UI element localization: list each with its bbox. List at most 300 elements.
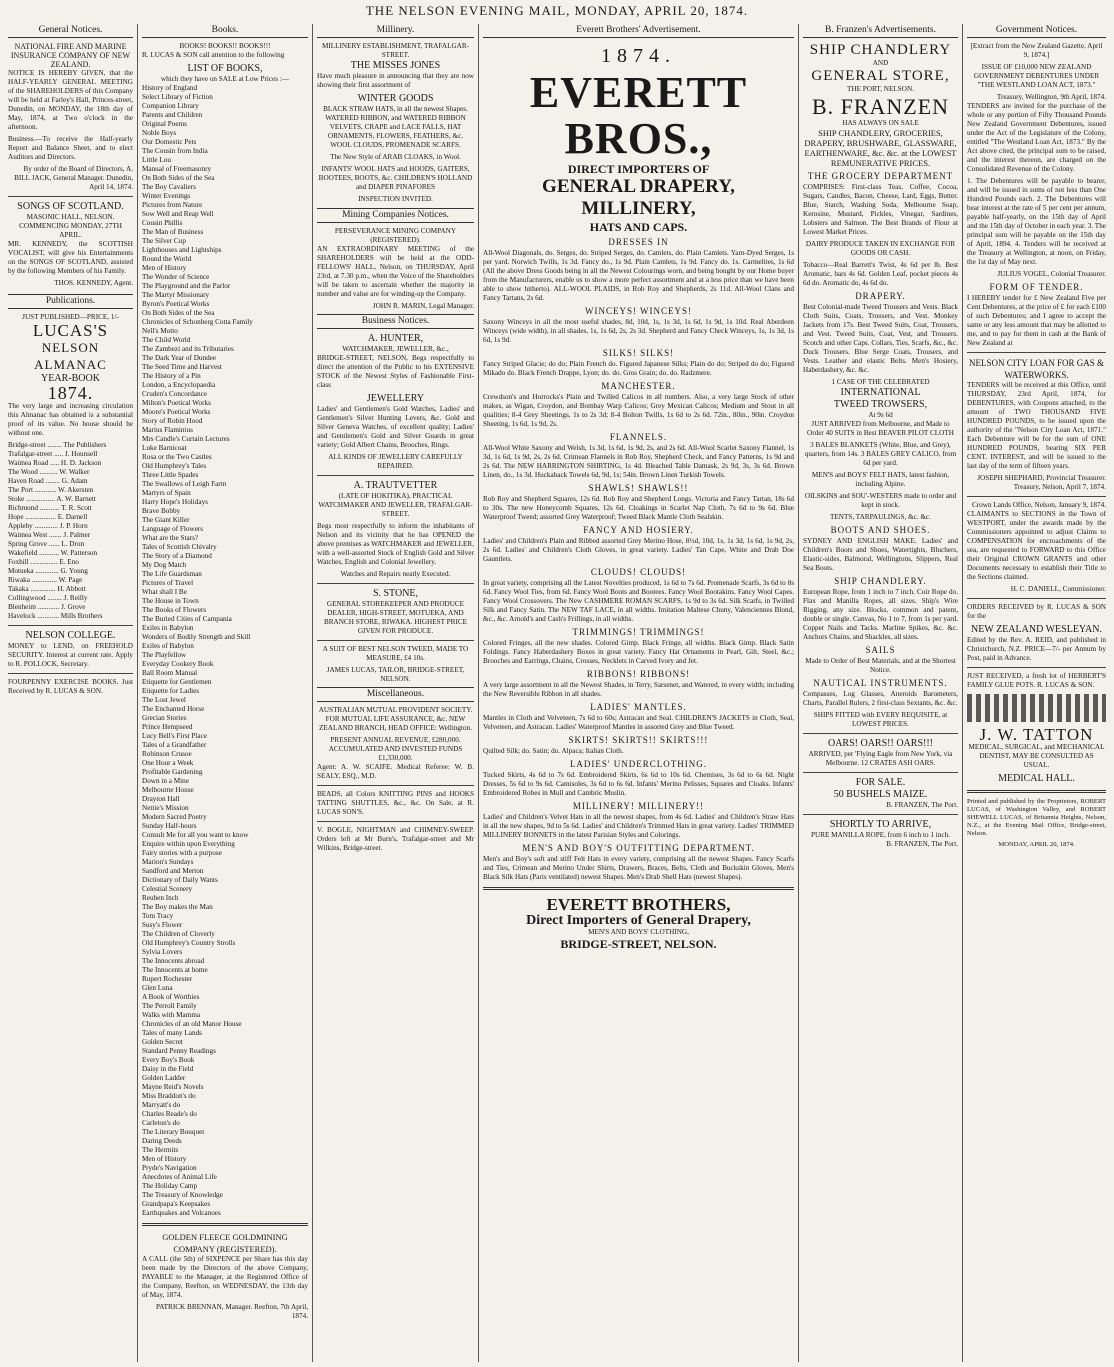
list-item: Foxhill ............... E. Eno (8, 558, 79, 566)
column-books (137, 24, 312, 1362)
everett-sections (483, 238, 794, 882)
list-item: The Lost Jewel (142, 696, 186, 704)
list-item: The Enchanted Horse (142, 705, 205, 713)
section-title: MANCHESTER. (601, 381, 676, 391)
list-item: Mayne Reid's Novels (142, 1083, 204, 1091)
list-item: Nell's Motto (142, 327, 178, 335)
list-item: Cruden's Concordance (142, 390, 207, 398)
list-item: Exiles in Babylon (142, 624, 194, 632)
list-item: Enquire within upon Everything (142, 840, 235, 848)
sails-title: SAILS (865, 645, 896, 655)
list-item: The House in Town (142, 597, 199, 605)
list-item: Winter Evenings (142, 192, 191, 200)
stone-body: GENERAL STOREKEEPER AND PRODUCE DEALER, HIGH-STREET, MOTUEKA, AND BRANCH STORE, RIWAKA. HIGHEST PRICE GIVEN FOR PRODUCE. (323, 600, 468, 635)
debentures-issue: ISSUE OF £10,000 NEW ZEALAND GOVERNMENT DEBENTURES UNDER "THE WESTLAND LOAN ACT, 1873." (973, 63, 1100, 89)
list-item: Anecdotes of Animal Life (142, 1173, 217, 1181)
perseverance-title: PERSEVERANCE MINING COMPANY (REGISTERED). (334, 227, 457, 244)
sale-title: FOR SALE. (855, 777, 906, 788)
list-item: Cousin Phillis (142, 219, 183, 227)
suit-offer: A SUIT OF BEST NELSON TWEED, MADE TO MEASURE, £4 10s. (322, 645, 469, 662)
pub-price: JUST PUBLISHED—PRICE, 1/- (22, 313, 119, 321)
wesleyan-title: NEW ZEALAND WESLEYAN. (970, 624, 1102, 635)
list-item: Charles Reade's do (142, 1110, 197, 1118)
list-item: The Seed Time and Harvest (142, 363, 222, 371)
column-heading: General Notices. (8, 24, 133, 38)
section-title: RIBBONS! RIBBONS! (586, 669, 691, 679)
gazette-extract: [Extract from the New Zealand Gazette, April 9, 1874.] (970, 42, 1103, 59)
list-item: Byron's Poetical Works (142, 300, 210, 308)
imprint: Printed and published by the Proprietors, ROBERT LUCAS, of Washington Valley, and ROBERT SHEWELL LUCAS, of Britannia Heights, Nelson, N.Z., at the Evening Mail Office, Bridge-street, Nelson. (967, 798, 1106, 837)
college-title: NELSON COLLEGE. (25, 630, 116, 641)
list-item: Nettie's Mission (142, 804, 189, 812)
footer-brand: EVERETT BROTHERS, (546, 895, 731, 914)
section-title: DRESSES IN (608, 237, 669, 247)
list-item: Old Humphrey's Tales (142, 462, 207, 470)
section-title: MEN'S AND BOY'S OUTFITTING DEPARTMENT. (522, 843, 755, 853)
songs-signature: THOS. KENNEDY, Agent. (54, 279, 133, 287)
list-item: Chronicles of an old Manor House (142, 1020, 242, 1028)
hunter-repair: ALL KINDS OF JEWELLERY CAREFULLY REPAIRED. (328, 453, 463, 470)
list-item: Three Little Spades (142, 471, 199, 479)
exercise-notice: FOURPENNY EXERCISE BOOKS. Just Received by R. LUCAS & SON. (8, 678, 133, 695)
book-list (142, 84, 308, 1218)
notice-signature: By order of the Board of Directors, A. BILL JACK, General Manager. Dunedin, April 14, 1874. (14, 165, 133, 191)
port-address: THE PORT, NELSON. (847, 85, 914, 93)
franzen-name: B. FRANZEN (811, 94, 950, 119)
list-item: Grandpapa's Keepsakes (142, 1200, 211, 1208)
inspection: INSPECTION INVITED. (358, 195, 433, 203)
list-item: On Both Sides of the Sea (142, 174, 215, 182)
list-item: Chronicles of Schonberg Cotta Family (142, 318, 253, 326)
list-item: Fairy stories with a purpose (142, 849, 222, 857)
column-general-notices (4, 24, 137, 1362)
list-item: Rupert Rochester (142, 975, 193, 983)
list-item: Walks with Mamma (142, 1011, 201, 1019)
list-item: Standard Penny Readings (142, 1047, 216, 1055)
case-line: 1 CASE OF THE CELEBRATED (831, 378, 930, 386)
hunter-body: BRIDGE-STREET, NELSON, Begs respectfully to direct the attention of the Public to his EXTENSIVE STOCK of the Newest Styles of Fashionable First-class (317, 354, 474, 389)
publications-heading: Publications. (8, 294, 133, 309)
lucas-tailor: JAMES LUCAS, TAILOR, BRIDGE-STREET, NELSON. (326, 666, 465, 683)
list-item: Modern Sacred Poetry (142, 813, 207, 821)
list-item: Men of History (142, 264, 187, 272)
tenders-body: TENDERS are invited for the purchase of the whole or any portion of Fifty Thousand Pounds New Zealand Government Debentures, issued under the Act of the Legislature of the Colony, entitled "The Westland Loan Act, 1873." By the Act above cited, the principal sum to be raised, and the interest thereon, are charged on the Consolidated Revenue of the Colony. (967, 102, 1106, 173)
everett-sub1: DIRECT IMPORTERS OF (567, 162, 710, 176)
everett-year: 1874. (601, 45, 676, 67)
tweed-trowsers: TWEED TROWSERS, (833, 399, 928, 410)
list-item: The Treasury of Knowledge (142, 1191, 223, 1199)
list-item: The Zambezi and its Tributaries (142, 345, 234, 353)
section-body: Mantles in Cloth and Velveteen, 7s 6d to 60s; Astracan and Seal. CHILDREN'S JACKETS in Cloth, Seal, Velveteen, and Astracan. Ladies' Waterproof Mantles in assorted Grey and Blue Tweed. (483, 714, 794, 731)
list-item: Tales of many Lands (142, 1029, 202, 1037)
list-item: Wakefield ........... W. Patterson (8, 549, 98, 557)
list-item: Martyrs of Spain (142, 489, 191, 497)
list-item: Lighthouses and Lightships (142, 246, 222, 254)
list-item: The Silver Cup (142, 237, 186, 245)
grocery-title: THE GROCERY DEPARTMENT (807, 171, 954, 181)
oars-title: OARS! OARS!! OARS!!! (827, 738, 933, 749)
list-item: The Literary Bouquet (142, 1128, 205, 1136)
tatton-body: MEDICAL, SURGICAL, and MECHANICAL DENTIST, MAY BE CONSULTED AS USUAL. (968, 743, 1105, 769)
wesleyan-body: Edited by the Rev. A. REID, and published in Christchurch, N.Z. PRICE—7/- per Annum by Post, paid in Advance. (967, 636, 1106, 662)
bogle-notice: V. BOGLE, NIGHTMAN and CHIMNEY-SWEEP. Orders left at Mr Burn's, Trafalgar-street and Mr Wilkins, Bridge-street. (317, 826, 474, 852)
section-body: Saxony Winceys in all the most useful shades, 8d, 10d, 1s, 1s 3d, 1s 6d, 1s 9d, 1s 10d. Real Aberdeen Winceys (wide width), in all shades, 1s, 1s 6d, 2s, 2s 3d. Shepherd and Fancy Check Winceys, 1s, 1s 3d, 1s 6d, 1s 9d. (483, 318, 794, 344)
list-item: Havelock ............ Mills Brothers (8, 612, 103, 620)
list-item: Sylvia Lovers (142, 948, 183, 956)
list-item: My Dog Match (142, 561, 187, 569)
grocery-body: COMPRISES: First-class Teas, Coffee, Cocoa, Sugars, Candles, Bacon, Cheese, Lard, Eggs, Butter. Blue, Starch, Washing Soda, Melbourne Soap, Kerosine, Mustard, Pickles, Vinegar, Sardines, Lobsters and Salmon. The Best Brands of Flour at Lowest Market Prices. (803, 183, 958, 236)
section-title: SILKS! SILKS! (602, 348, 675, 358)
list-item: Spring Grove ...... L. Dron (8, 540, 85, 548)
section-title: WINCEYS! WINCEYS! (584, 306, 693, 316)
list-item: Down in a Mine (142, 777, 189, 785)
list-item: The Holiday Camp (142, 1182, 198, 1190)
ship2-title: SHIP CHANDLERY. (834, 576, 927, 586)
almanac-title: NELSON ALMANAC (34, 340, 107, 372)
list-item: Rosa or the Two Castles (142, 453, 212, 461)
list-item: The Man of Business (142, 228, 204, 236)
ship2-body: European Rope, from 1 inch to 7 inch. Coir Rope do. Flax and Manilla Ropes, all sizes. Ship's Wire Rigging, any size. Blocks, common and patent, double or single. Canvas, No 1 to 7, from 1s per yard. Copper Nails and Tacks. Marline Spikes, &c. &c. Anchors Chains, and Shackles, all sizes. (803, 588, 958, 641)
drapery-body: Best Colonial-made Tweed Trousers and Vests. Black Cloth Suits, Coats, Trousers, and Vest. Monkey Jackets from 17s. Best Tweed Suits, Coat, Trousers, and Vest. Tweed Suits, Coat, Vest, and Trousers. Scotch and other Caps. Collars, Ties, Scarfs, &c., &c. Duck Trousers. Blue Serge Coats, Trousers, and Vests. Leather and elastic Belts. Men's Hosiery, Haberdashery, &c. &c. (803, 303, 958, 374)
trautvetter-title: A. TRAUTVETTER (353, 480, 438, 491)
everett-brand: EVERETT BROS., (529, 68, 748, 163)
list-item: The Playground and the Parlor (142, 282, 231, 290)
jones-title: THE MISSES JONES (350, 60, 441, 71)
almanac-body: The very large and increasing circulation this Almanac has obtained is a substantial proof of its value. No house should be without one. (8, 402, 133, 437)
list-item: Carleton's do (142, 1119, 180, 1127)
list-item: Story of Robin Hood (142, 417, 203, 425)
list-item: Milton's Poetical Works (142, 399, 211, 407)
list-item: Little Lou (142, 156, 171, 164)
list-item: Profitable Gardening (142, 768, 203, 776)
list-item: Haven Road ........ G. Adam (8, 477, 88, 485)
list-item: Marion's Sundays (142, 858, 194, 866)
section-body: All-Wool Diagonals, do. Serges, do. Striped Serges, do. Camlets, do. Plain Camlets. Yarn-Dyed Serges, 1s per yard. Norwich Twills, 1s 3d. Fancy do., 1s 9d. Plain Camlets, 1s 9d. Fancy do. 1s. Carmelites, 1s 6d (All the above Dress Goods being in all the Newest Colourings worn, and being bought by our Home buyer from the Manufacturers, enable us to show a more perfect assortment and at a less price than we have been able to show hitherto). ALL-WOOL PLAIDS, in Rob Roy and Shepherds, 2s 11d. All-Wool Clans and Fancy Tartans, 2s 6d. (483, 249, 794, 302)
daniell-sig: H. C. DANIELL, Commissioner. (1010, 585, 1106, 593)
everett-sub3: HATS AND CAPS. (589, 220, 688, 234)
newspaper-page (4, 24, 1110, 1362)
songs-date: COMMENCING MONDAY, 27TH APRIL. (19, 222, 122, 239)
list-item: Moore's Poetical Works (142, 408, 211, 416)
books-intro: BOOKS! BOOKS!! BOOKS!!! (179, 42, 271, 50)
list-item: The Port ............ W. Akersten (8, 486, 94, 494)
list-item: Old Humphrey's Country Strolls (142, 939, 236, 947)
section-body: Ladies' and Children's Velvet Hats in all the newest shapes, from 4s 6d. Ladies' and Children's Straw Hats in all the new shapes, 9d to 5s 6d. Ladies' and Children's Trimmed Hats in great variety. Ladies' TRIMMED MILLINERY BONNETS in the latest Parisian Styles and Colorings. (483, 813, 794, 839)
list-item: Daisy in the Field (142, 1065, 194, 1073)
mining-heading: Mining Companies Notices. (317, 208, 474, 223)
drapery-title: DRAPERY. (855, 291, 906, 301)
list-item: The Books of Flowers (142, 606, 207, 614)
list-item: What shall I Be (142, 588, 187, 596)
list-item: The Innocents abroad (142, 957, 205, 965)
list-item: Sandford and Merton (142, 867, 204, 875)
section-body: Quilted Silk; do. Satin; do. Alpaca; Italian Cloth. (483, 747, 624, 755)
list-item: Waimea Road ..... H. D. Jackson (8, 459, 102, 467)
list-item: Brave Bobby (142, 507, 181, 515)
treasury-date: Treasury, Wellington, 9th April, 1874. (996, 93, 1106, 101)
footer-address: BRIDGE-STREET, NELSON. (560, 937, 717, 951)
rope: PURE MANILLA ROPE, from 6 inch to 1 inch. (811, 831, 950, 839)
oilskins: OILSKINS and SOU'-WESTERS made to order and kept in stock. (804, 492, 957, 509)
amp-title: AUSTRALIAN MUTUAL PROVIDENT SOCIETY. (318, 706, 473, 714)
college-body: MONEY to LEND, on FREEHOLD SECURITY. Interest at current rate. Apply to R. POLLOCK, Secretary. (8, 642, 133, 668)
sails-body: Made to Order of Best Materials, and at the Shortest Notice. (805, 657, 956, 674)
received: JUST ARRIVED from Melbourne, and Made to Order 40 SUITS in Best BEAVER PILOT CLOTH (807, 420, 954, 437)
shephard-sig: JOSEPH SHEPHARD, Provincial Treasurer. Treasury, Nelson, April 7, 1874. (977, 474, 1106, 491)
list-item: The Innocents at home (142, 966, 208, 974)
list-item: The History of a Pin (142, 372, 201, 380)
list-item: The Playfellow (142, 651, 187, 659)
tobacco: Tobacco—Real Barrett's Twist, 4s 6d per lb. Best Aromatic, bars 4s 6d. Golden Leaf, pocket pieces 4s 6d do. Aromatic do, 4s 6d do. (803, 261, 958, 287)
tents: TENTS, TARPAULINGS, &c. &c. (829, 513, 932, 521)
list-item: Miss Braddon's do (142, 1092, 196, 1100)
section-title: SKIRTS! SKIRTS!! SKIRTS!!! (568, 735, 709, 745)
list-item: Bridge-street ........ The Publishers (8, 441, 107, 449)
column-heading: Millinery. (317, 24, 474, 38)
list-item: The Swallows of Leigh Farm (142, 480, 227, 488)
misc-heading: Miscellaneous. (317, 687, 474, 702)
loan-title: NELSON CITY LOAN FOR GAS & WATERWORKS. (969, 358, 1104, 380)
list-item: Melbourne House (142, 786, 194, 794)
list-item: Everyday Cookery Book (142, 660, 214, 668)
column-heading: Government Notices. (967, 24, 1106, 38)
section-title: FANCY AND HOSIERY. (583, 525, 694, 535)
list-item: Golden Ladder (142, 1074, 186, 1082)
section-body: Ladies' and Children's Plain and Ribbed assorted Grey Merino Hose, 8½d, 10d, 1s, 1s 3d, 1s 6d, 1s 9d, 2s, 2s 6d. Ladies' and Children's Cloth Gloves, in great variety. Ladies' Tan Cape, White and Drab Doe Gauntlets. (483, 537, 794, 563)
section-title: FLANNELS. (609, 432, 668, 442)
list-item: The Perroll Family (142, 1002, 197, 1010)
imprint-date: MONDAY, APRIL 20, 1874. (998, 841, 1075, 848)
list-item: Celestial Scenery (142, 885, 193, 893)
list-item: The Hermits (142, 1146, 179, 1154)
column-government (962, 24, 1110, 1362)
tweed-price: At 9s 6d (868, 411, 893, 419)
list-item: Sunday Half-hours (142, 822, 197, 830)
yearbook-title: YEAR-BOOK (41, 373, 100, 384)
list-item: Blenheim ............ J. Grove (8, 603, 86, 611)
section-title: CLOUDS! CLOUDS! (590, 567, 687, 577)
section-body: Fancy Striped Glacie; do do; Plain French do. Figured Japanese Silks; Plain do do; Striped do do; Figured Mikado do. Black French Drappe, Lyon; do. do. Gros Grain; do. do. Radzmere. (483, 360, 794, 377)
winter-goods: WINTER GOODS (357, 93, 434, 104)
notice-title: NATIONAL FIRE AND MARINE INSURANCE COMPANY OF NEW ZEALAND. (10, 42, 131, 69)
list-item: Stoke ................ A. W. Barnett (8, 495, 96, 503)
section-body: Colored Fringes, all the new shades. Colored Gimp. Black Fringe, all widths. Black Gimp. Black Satin Foldings. Fancy Haberdashery Boxes in great variety. Fancy Hat Ornaments in Pearl, Gilt, Steel, &c.; Brooches and Earrings, Chains, Crosses, Necklets in Carved Ivory and Jet. (483, 639, 794, 665)
dairy-notice: DAIRY PRODUCE TAKEN IN EXCHANGE FOR GOODS OR CASH. (805, 240, 956, 257)
arab-cloaks: The New Style of ARAB CLOAKS, in Wool. (330, 153, 461, 161)
list-item: Appleby ............. J. P. Horn (8, 522, 88, 530)
form-body: I HEREBY tender for £ New Zealand Five per Cent Debentures, at the price of £ for each £100 of such Debentures; and I agree to accept the same or any less amount that may be allotted to me, and to pay for them in cash at the Bank of New Zealand at (967, 294, 1106, 347)
list-item: Etiquette for Gentlemen (142, 678, 212, 686)
list-item: Grecian Stories (142, 714, 187, 722)
list-item: The Boy Cavaliers (142, 183, 196, 191)
stone-title: S. STONE, (372, 588, 419, 599)
songs-body: MR. KENNEDY, the SCOTTISH VOCALIST, will give his Entertainments on the SONGS OF SCOTLAND, assisted by the following Members of his Family. (8, 240, 133, 275)
list-item: The Buried Cities of Campania (142, 615, 232, 623)
list-item: Wonders of Bodily Strength and Skill (142, 633, 251, 641)
amp-income: PRESENT ANNUAL REVENUE, £280,000. (330, 736, 461, 744)
teeth-illustration (967, 694, 1106, 722)
trautvetter-body: Begs most respectfully to inform the inhabitants of Nelson and its vicinity that he has OPENED the above premises as WATCHMAKER and JEWELLER, with a well-assorted Stock of English Gold and Silver Watches, English and Colonial Jewellery. (317, 522, 474, 566)
hunter-trade: WATCHMAKER, JEWELLER, &c., (342, 345, 449, 353)
perseverance-body: AN EXTRAORDINARY MEETING of the SHAREHOLDERS will be held at the ODD-FELLOWS' HALL, Nelson, on THURSDAY, April 23rd, at 7.30 p.m., when the Voice of the Shareholders will be taken to ascertain whether the majority in number and value are for winding-up the Company. (317, 245, 474, 298)
claimants-body: CLAIMANTS to SECTIONS in the Town of WESTPORT, under the awards made by the Commissioners appointed to adjust Claims to COMPENSATION for encroachments of the sea, are requested to FORWARD to this Office their Original CROWN GRANTS and other Documents necessary to establish their Title to the Sections claimed. (967, 510, 1106, 581)
ships-fitted: SHIPS FITTED with EVERY REQUISITE, at LOWEST PRICES. (813, 711, 948, 728)
tenders-conditions: 1. The Debentures will be payable to bearer, and will be issued in sums of not less than One Hundred Pounds each. 2. The Debentures will bear interest at the rate of 5 per cent per annum, payable half-yearly, on the 15th day of April and the 15th day of October in each year. 3. The principal sum will be payable on the 15th day of April, 1894. 4. Tenders will be received at the Treasury at Wellington, at noon, on Friday, the 1st day of May next. (967, 177, 1106, 266)
list-item: What are the Stars? (142, 534, 199, 542)
list-item: Tom Tracy (142, 912, 174, 920)
list-item: Companion Library (142, 102, 199, 110)
list-item: Pictures from Nature (142, 201, 203, 209)
list-item: The Children of Cloverly (142, 930, 215, 938)
maize: 50 BUSHELS MAIZE. (833, 789, 928, 800)
list-item: A Book of Worthies (142, 993, 200, 1001)
amp-body: FOR MUTUAL LIFE ASSURANCE, &c. NEW ZEALAND BRANCH, HEAD OFFICE: Wellington. (318, 715, 473, 732)
business-heading: Business Notices. (317, 314, 474, 329)
column-heading: Books. (142, 24, 308, 38)
tatton-name: J. W. TATTON (979, 725, 1094, 744)
list-item: Language of Flowers (142, 525, 204, 533)
medical-hall: MEDICAL HALL. (998, 773, 1075, 784)
list-item: Select Library of Fiction (142, 93, 213, 101)
hats: MEN'S and BOYS' FELT HATS, latest fashion, including Alpine. (811, 471, 950, 488)
and-word: AND (872, 59, 889, 67)
list-item: The Cousin from India (142, 147, 208, 155)
beads-notice: BEADS, all Colors KNITTING PINS and HOOKS TATTING SHUTTLES, &c., &c. On Sale, at R. LUCAS SON'S. (317, 790, 474, 816)
list-item: Men of History (142, 1155, 187, 1163)
lucas-line: R. LUCAS & SON call attention to the following (142, 51, 285, 59)
boots-title: BOOTS AND SHOES. (830, 525, 931, 535)
column-heading: Everett Brothers' Advertisement. (483, 24, 794, 38)
crown-lands: Crown Lands Office, Nelson, January 9, 1874. (971, 501, 1106, 509)
list-item: Riwaka .............. W. Page (8, 576, 83, 584)
list-item: Golden Secret (142, 1038, 183, 1046)
list-item: Original Poems (142, 120, 187, 128)
list-item: Drayton Hall (142, 795, 180, 803)
songs-title: SONGS OF SCOTLAND. (17, 201, 124, 212)
international: INTERNATIONAL (840, 387, 921, 398)
list-title: LIST OF BOOKS, (187, 63, 263, 74)
notice-body: NOTICE IS HEREBY GIVEN, that the HALF-YEARLY GENERAL MEETING of the SHAREHOLDERS of this Company will be held at Farley's Hall, Princes-street, Dunedin, on MONDAY, the 18th day of May, 1874, at Two o'clock in the afternoon. (8, 69, 133, 131)
form-title: FORM OF TENDER. (989, 282, 1084, 292)
shortly-title: SHORTLY TO ARRIVE, (829, 819, 932, 830)
songs-venue: MASONIC HALL, NELSON. (26, 213, 115, 221)
jewellery: JEWELLERY (366, 393, 425, 404)
column-franzen (798, 24, 962, 1362)
section-title: MILLINERY! MILLINERY!! (572, 801, 705, 811)
lucas-title: LUCAS'S (32, 321, 109, 340)
list-item: The Boy makes the Man (142, 903, 213, 911)
ship-chandlery: SHIP CHANDLERY (809, 42, 952, 58)
vogel-sig: JULIUS VOGEL, Colonial Treasurer. (997, 270, 1106, 278)
list-item: Etiquette for Ladies (142, 687, 200, 695)
everett-sub2: GENERAL DRAPERY, MILLINERY, (542, 176, 735, 219)
jones-body: Have much pleasure in announcing that they are now showing their first assortment of (317, 72, 474, 89)
list-item: Hope ................. E. Darnell (8, 513, 88, 521)
list-item: Dictionary of Daily Wants (142, 876, 218, 884)
list-item: Sow Well and Reap Well (142, 210, 214, 218)
section-body: Men's and Boy's soft and stiff Felt Hats in every variety, comprising all the newest Shapes. Fancy Scarfs and Ties, Crimean and Merino Under Shirts, Drawers, Braces, Belts, Cloth and Buckskin Gloves, Men's Black Silk Hats (Paris ventilated) newest Shapes. Men's Drab Shell Hats (newest Shapes). (483, 855, 794, 881)
section-body: In great variety, comprising all the Latest Novelties produced, 1s 6d to 7s 6d. Promenade Scarfs, 3s 6d to 8s 6d. Fancy Wool Ties, from 6d. Fancy Wool Boots and Bootees. Fancy Wool Bootakins. Fancy Wool Capes. Fancy Wool Crossovers. The New CASHMERE ROMAN SCARFS, 1s 9d to 3s 6d. Silk Scarfs, in Twilled Silk and Fancy Satin. The NEW TAF LACE, in all widths. Imitation Maltese Chuny, Valenciennes Blond, &c., &c. Arnold's and Cash's Frillings, in all widths. (483, 579, 794, 623)
golden-title: GOLDEN FLEECE GOLDMINING COMPANY (REGISTERED). (162, 1232, 288, 1254)
list-item: Tales of Scottish Chivalry (142, 543, 217, 551)
trautvetter-sub: (LATE OF HOKITIKA), PRACTICAL WATCHMAKER AND JEWELLER, TRAFALGAR-STREET. (318, 492, 473, 518)
list-item: The Giant Killer (142, 516, 190, 524)
jones-more: INFANTS' WOOL HATS and HOODS, GAITERS, BOOTEES, BOOTS, &c. CHILDREN'S HOLLAND and DIAPER PINAFORES (318, 165, 473, 191)
list-sub: which they have on SALE at Low Prices :— (160, 75, 290, 83)
section-body: Tucked Skirts, 4s 6d to 7s 6d. Embroidered Skirts, 6s 6d to 10s 6d. Chemises, 3s 6d to 6s 6d. Night Dresses, 5s 6d to 9s 6d. Camisoles, 3s 6d to 6s 6d. Infants' Merino Pelisses, Squares and Cloaks. Infants' Embroidered Robes in Mull and Cambric Muslin. (483, 771, 794, 797)
list-item: Reuben Inch (142, 894, 179, 902)
section-title: SHAWLS! SHAWLS!! (588, 483, 689, 493)
section-title: LADIES' UNDERCLOTHING. (569, 759, 708, 769)
list-item: Daring Deeds (142, 1137, 182, 1145)
list-item: Motueka ............. G. Young (8, 567, 88, 575)
list-item: Every Boy's Book (142, 1056, 195, 1064)
general-store: GENERAL STORE, (811, 68, 950, 84)
hunter-more: Ladies' and Gentlemen's Gold Watches, Ladies' and Gentlemen's Silver Hunting Levers, &c. Gold and Silver Geneva Watches, of excellent quality; Ladies' and Gentlemen's Gold and Silver Guards in great variety; Gold Albert Chains, Brooches, Rings. (317, 405, 474, 449)
list-item: Susy's Flower (142, 921, 183, 929)
list-item: The Dark Year of Dundee (142, 354, 217, 362)
list-item: Luke Barnicoat (142, 444, 187, 452)
trautvetter-foot: Watches and Repairs neatly Executed. (340, 570, 451, 578)
column-everett (478, 24, 798, 1362)
section-body: A very large assortment in all the Newest Shades, in Terry, Sarsenet, and Watered, in every width; including the New Reversible Ribbon in all shades. (483, 681, 794, 698)
maize-sig: B. FRANZEN, The Port. (886, 801, 958, 809)
almanac-year: 1874. (47, 383, 94, 403)
list-item: The Life Guardsman (142, 570, 202, 578)
hunter-title: A. HUNTER, (367, 333, 424, 344)
list-item: The Story of a Diamond (142, 552, 212, 560)
family-notice: JUST RECEIVED, a fresh lot of HERBERT'S FAMILY GLUE POTS. R. LUCAS & SON. (967, 672, 1106, 689)
footer-sub: Direct Importers of General Drapery, (526, 913, 751, 928)
list-item: On Both Sides of the Sea (142, 309, 215, 317)
list-item: The Wood .......... W. Walker (8, 468, 90, 476)
list-item: Marius Flaminius (142, 426, 193, 434)
list-item: Lucy Bell's First Place (142, 732, 207, 740)
franzen-sub: HAS ALWAYS ON SALE (842, 119, 919, 127)
list-item: Our Domestic Pets (142, 138, 197, 146)
section-title: LADIES' MANTLES. (590, 702, 687, 712)
jones-items: BLACK STRAW HATS, in all the newest Shapes. WATERED RIBBON, and WATERED RIBBON VELVETS, CRAPE and LACE FALLS, HAT ORNAMENTS, FLOWERS, FEATHERS, &c. WOOL CLOUDS, PROMENADE SCARFS. (323, 105, 468, 149)
nautical-body: Compasses, Log Glasses, Aneroids Barometers, Charts, Parallel Rulers, 2 first-class Sextants, &c. &c. (803, 690, 958, 707)
list-item: Tales of a Grandfather (142, 741, 207, 749)
masthead: THE NELSON EVENING MAIL, MONDAY, APRIL 20, 1874. (365, 3, 749, 18)
amp-funds: ACCUMULATED AND INVESTED FUNDS £1,330,000. (328, 745, 463, 762)
list-item: Trafalgar-street ..... J. Hounsell (8, 450, 98, 458)
orders-notice: ORDERS RECEIVED by R. LUCAS & SON for the (967, 603, 1106, 620)
nautical-title: NAUTICAL INSTRUMENTS. (813, 678, 948, 688)
list-item: The Wonder of Science (142, 273, 210, 281)
list-item: Earthquakes and Volcanoes (142, 1209, 221, 1217)
list-item: Waimea West ....... J. Palmer (8, 531, 91, 539)
notice-body: Business.—To receive the Half-yearly Report and Balance Sheet, and to elect Auditors and Directors. (8, 135, 133, 161)
est-title: MILLINERY ESTABLISHMENT, TRAFALGAR-STREET. (321, 42, 470, 59)
golden-body: A CALL (the 5th) of SIXPENCE per Share has this day been made by the Directors of the above Company, PAYABLE to the Manager, at the Registered Office of the Company, Reefton, on WEDNESDAY, the 13th day of May, 1874. (142, 1255, 308, 1299)
loan-body: TENDERS will be received at this Office, until THURSDAY, 23rd April, 1874, for DEBENTURES, with Coupons attached, to the amount of TWO THOUSAND FIVE HUNDRED POUNDS, to be issued upon the authority of the "Nelson City Loan Act, 1871." Each Debenture will be for the sum of ONE HUNDRED POUNDS, bearing SIX PER CENT. INTEREST, and will be issued to the last day of the term of fifteen years. (967, 381, 1106, 470)
list-item: Consult Me for all you want to know (142, 831, 249, 839)
section-body: Crewdson's and Horrocks's Plain and Twilled Calicos in all numbers. Also, a very large Stock of other makes, as Wigan, Croydon, and Bombay Warp Calicos; Grey Mexican Calicos; Medium and Stout in all qualities; 8-4 Grey Sheetings, 1s to 2s 3d; 8-4 Bolton Twills, 1s 6d to 2s 6d. 72in., 80in., 90in. Croydon Sheeting, 1s 6d, 1s 9d, 2s. (483, 393, 794, 428)
list-item: Richmond ........... T. R. Scott (8, 504, 92, 512)
list-item: History of England (142, 84, 198, 92)
list-item: Robinson Crusoe (142, 750, 192, 758)
column-heading: B. Franzen's Advertisements. (803, 24, 958, 38)
list-item: Pryde's Navigation (142, 1164, 197, 1172)
column-millinery (312, 24, 478, 1362)
perseverance-sig: JOHN R. MARIN, Legal Manager. (372, 302, 474, 310)
section-body: Rob Roy and Shepherd Squares, 12s 6d. Rob Roy and Shepherd Longs. Victoria and Fancy Tartan, 18s 6d to 30s. The new Honeycomb Squares, 12s 6d. Cloakings in Scarlet Nap Cloth, 7s 6d to 9s 6d. Blue Waterproof Tweed; assorted Grey Waterproof; Tweed Black Mantle Cloth Sealskin. (483, 495, 794, 521)
list-item: Harry Hope's Holidays (142, 498, 208, 506)
list-item: Manual of Freemasonry (142, 165, 212, 173)
list-item: Ball Room Manual (142, 669, 198, 677)
